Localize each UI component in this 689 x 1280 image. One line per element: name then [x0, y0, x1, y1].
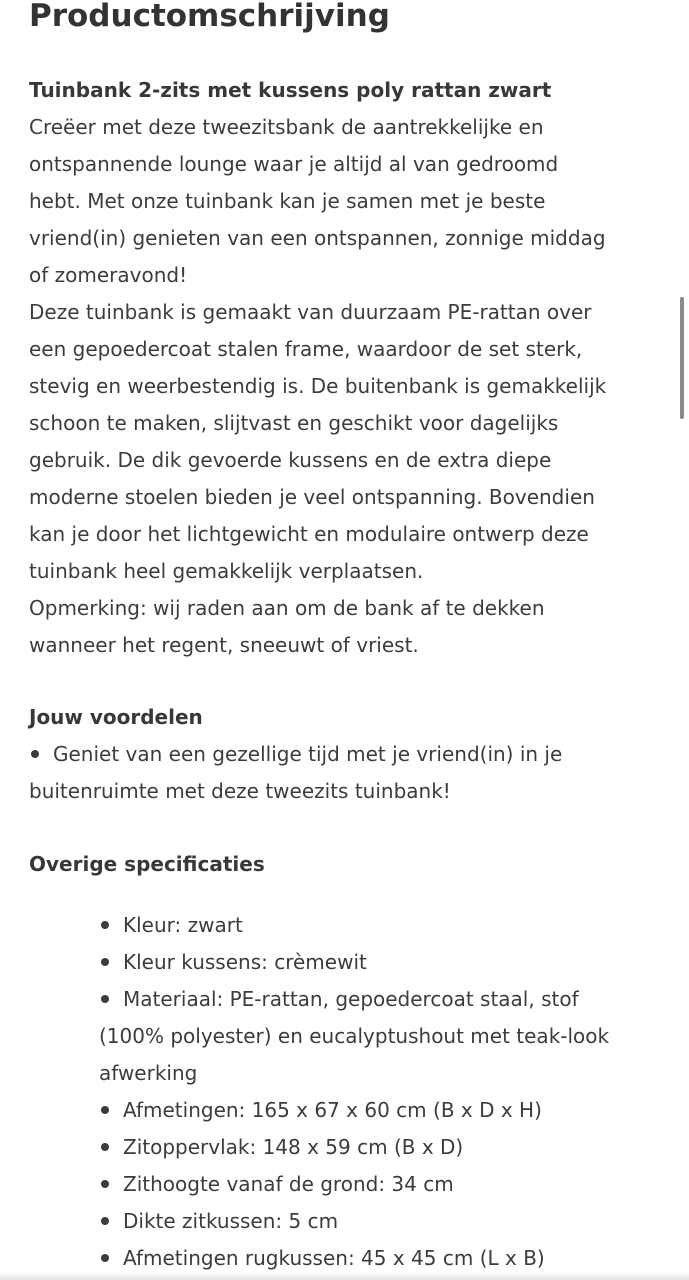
bullet-icon [101, 995, 109, 1003]
description-section [29, 72, 669, 664]
description-line: gebruik. De dik gevoerde kussens en de extra diepe [29, 448, 552, 472]
bottom-edge-shadow [0, 1272, 689, 1280]
benefit-text-line1: Geniet van een gezellige tijd met je vriend(in) in je [53, 742, 563, 766]
bullet-icon [101, 1180, 109, 1188]
specs-section [29, 846, 669, 1277]
spec-item-seat-area [99, 1129, 669, 1166]
bullet-icon [101, 958, 109, 966]
spec-item-material [99, 981, 669, 1018]
spec-item-seat-height [99, 1166, 669, 1203]
specs-heading: Overige specificaties [29, 852, 265, 876]
description-line: moderne stoelen bieden je veel ontspanning. Bovendien [29, 485, 595, 509]
description-line: stevig en weerbestendig is. De buitenbank is gemakkelijk [29, 374, 607, 398]
spec-text: Kleur: zwart [123, 913, 243, 937]
bullet-icon [101, 1106, 109, 1114]
description-line: Deze tuinbank is gemaakt van duurzaam PE-rattan over [29, 300, 592, 324]
description-line: schoon te maken, slijtvast en geschikt voor dagelijks [29, 411, 559, 435]
description-line: ontspannende lounge waar je altijd al van gedroomd [29, 152, 559, 176]
description-line: een gepoedercoat stalen frame, waardoor de set sterk, [29, 337, 583, 361]
benefits-heading: Jouw voordelen [29, 705, 203, 729]
bullet-icon [31, 750, 39, 758]
spec-item-seat-cushion-thickness [99, 1203, 669, 1240]
description-line: hebt. Met onze tuinbank kan je samen met je beste [29, 189, 546, 213]
description-line: Opmerking: wij raden aan om de bank af te dekken [29, 596, 545, 620]
spec-text: Zitoppervlak: 148 x 59 cm (B x D) [123, 1135, 464, 1159]
page-title: Productomschrijving [29, 0, 390, 34]
spec-text: Zithoogte vanaf de grond: 34 cm [123, 1172, 454, 1196]
bullet-icon [101, 921, 109, 929]
specs-list [29, 907, 669, 1277]
spec-item-color [99, 907, 669, 944]
spec-text: Materiaal: PE-rattan, gepoedercoat staal, stof [123, 987, 579, 1011]
description-line: tuinbank heel gemakkelijk verplaatsen. [29, 559, 424, 583]
description-line: wanneer het regent, sneeuwt of vriest. [29, 633, 419, 657]
bullet-icon [101, 1143, 109, 1151]
spec-text: Afmetingen rugkussen: 45 x 45 cm (L x B) [123, 1246, 545, 1270]
description-line: Creëer met deze tweezitsbank de aantrekkelijke en [29, 115, 544, 139]
spec-item-material-cont: afwerking [99, 1061, 198, 1085]
spec-item-dimensions [99, 1092, 669, 1129]
benefit-text-line2: buitenruimte met deze tweezits tuinbank! [29, 779, 451, 803]
benefits-section [29, 699, 669, 810]
spec-text: Dikte zitkussen: 5 cm [123, 1209, 339, 1233]
scrollbar[interactable] [680, 297, 684, 419]
spec-item-material-cont: (100% polyester) en eucalyptushout met teak-look [99, 1024, 610, 1048]
spec-text: Afmetingen: 165 x 67 x 60 cm (B x D x H) [123, 1098, 542, 1122]
bullet-icon [101, 1217, 109, 1225]
product-name-heading: Tuinbank 2-zits met kussens poly rattan zwart [29, 78, 552, 102]
spec-text: Kleur kussens: crèmewit [123, 950, 367, 974]
spec-item-cushion-color [99, 944, 669, 981]
description-line: of zomeravond! [29, 263, 188, 287]
description-line: kan je door het lichtgewicht en modulaire ontwerp deze [29, 522, 589, 546]
description-line: vriend(in) genieten van een ontspannen, zonnige middag [29, 226, 606, 250]
bullet-icon [101, 1254, 109, 1262]
benefit-item [29, 736, 669, 773]
